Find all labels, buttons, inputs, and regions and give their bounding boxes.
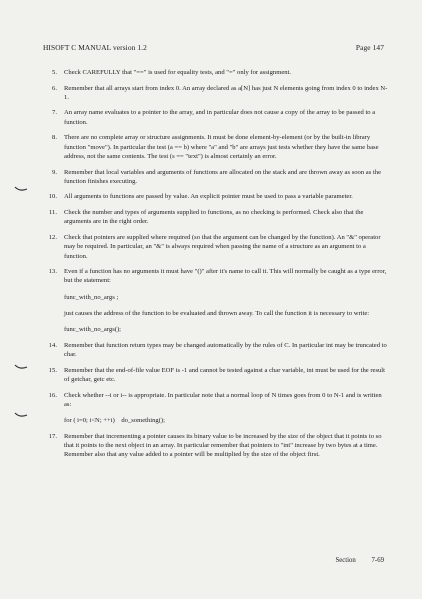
- checklist: [43, 68, 388, 466]
- list-item: [43, 108, 388, 127]
- item-number: 9.: [52, 168, 57, 176]
- list-item: [43, 432, 388, 460]
- code-example: func_with_no_args ;: [64, 293, 119, 301]
- item-subtext: just causes the address of the function to be evaluated and thrown away. To call the function it is necessary to write:: [64, 310, 370, 318]
- section-number: 7-69: [371, 557, 384, 564]
- item-number: 6.: [52, 84, 57, 92]
- item-text: Remember that the end-of-file value EOF is -1 and cannot be tested against a char variable, int must be used for the result of getchar, getc etc.: [64, 366, 385, 384]
- item-number: 5.: [52, 69, 57, 76]
- list-item: [43, 366, 388, 385]
- item-text: Check CAREFULLY that "==" is used for equality tests, and "=" only for assignment.: [64, 69, 292, 76]
- item-text: All arguments to functions are passed by value. An explicit pointer must be used to pass a variable parameter.: [64, 193, 353, 201]
- item-number: 12.: [48, 233, 57, 241]
- item-text: Remember that incrementing a pointer causes its binary value to be increased by the size of the object that it points to so that it points to the next object in an array. In particular remember that pointers to "int" increase by two bytes at a time. Remember also that any value added to a pointer will be multiplied by the size of the object first.: [64, 432, 382, 459]
- list-item: [43, 208, 388, 227]
- margin-mark-icon: [14, 412, 28, 418]
- page-footer: [335, 557, 384, 564]
- list-item: [43, 391, 388, 426]
- margin-mark-icon: [14, 186, 28, 192]
- item-number: 16.: [48, 391, 57, 399]
- list-item: [43, 192, 388, 201]
- list-item: [43, 267, 388, 334]
- item-text: Remember that function return types may be changed automatically by the rules of C. In particular int may be truncated to char.: [64, 341, 387, 359]
- item-number: 14.: [48, 341, 57, 349]
- page-number: Page 147: [355, 43, 384, 52]
- item-number: 17.: [48, 432, 57, 440]
- item-text: Check that pointers are supplied where required (so that the argument can be changed by the function). An "&" operator may be required. In particular, an "&" is always required when passing the name of a structure as an argument to a function.: [64, 233, 381, 260]
- list-item: [43, 233, 388, 261]
- code-example: for ( i=0; i<N; ++i) do_something();: [64, 417, 165, 425]
- item-text: Check whether --i or i-- is appropriate. In particular note that a normal loop of N times goes from 0 to N-1 and is written as:: [64, 391, 382, 408]
- list-item: [43, 341, 388, 360]
- item-number: 8.: [52, 134, 57, 142]
- list-item: [43, 168, 388, 187]
- list-item: [43, 68, 388, 77]
- item-number: 7.: [52, 109, 57, 117]
- item-text: Remember that local variables and arguments of functions are allocated on the stack and are thrown away as soon as the function finishes executing.: [64, 168, 381, 185]
- list-item: [43, 84, 388, 103]
- item-number: 13.: [48, 268, 57, 276]
- item-number: 11.: [49, 209, 57, 217]
- item-number: 10.: [48, 193, 57, 201]
- margin-mark-icon: [14, 364, 28, 370]
- item-text: Remember that all arrays start from index 0. An array declared as a[N] has just N elements going from index 0 to index N-1.: [64, 84, 388, 101]
- section-label: Section: [335, 557, 356, 564]
- item-text: Check the number and types of arguments supplied to functions, as no checking is performed. Check also that the arguments are in the right order.: [64, 209, 364, 226]
- item-text: An array name evaluates to a pointer to the array, and in particular does not cause a copy of the array to be passed to a function.: [64, 109, 376, 126]
- item-text: Even if a function has no arguments it must have "()" after it's name to call it. This will normally be caught as a type error, but the statement:: [64, 268, 387, 285]
- list-item: [43, 133, 388, 161]
- item-number: 15.: [48, 366, 57, 374]
- code-example: func_with_no_args();: [64, 326, 122, 334]
- item-text: There are no complete array or structure assignments. It must be done element-by-element (or by the built-in library function "move"). In particular the test (a == b) where "a" and "b" are arrays just tests whether they have the same base address, not the same contents. The test (s == "text") is almost certainly an error.: [64, 134, 379, 160]
- manual-title: HISOFT C MANUAL version 1.2: [43, 43, 147, 52]
